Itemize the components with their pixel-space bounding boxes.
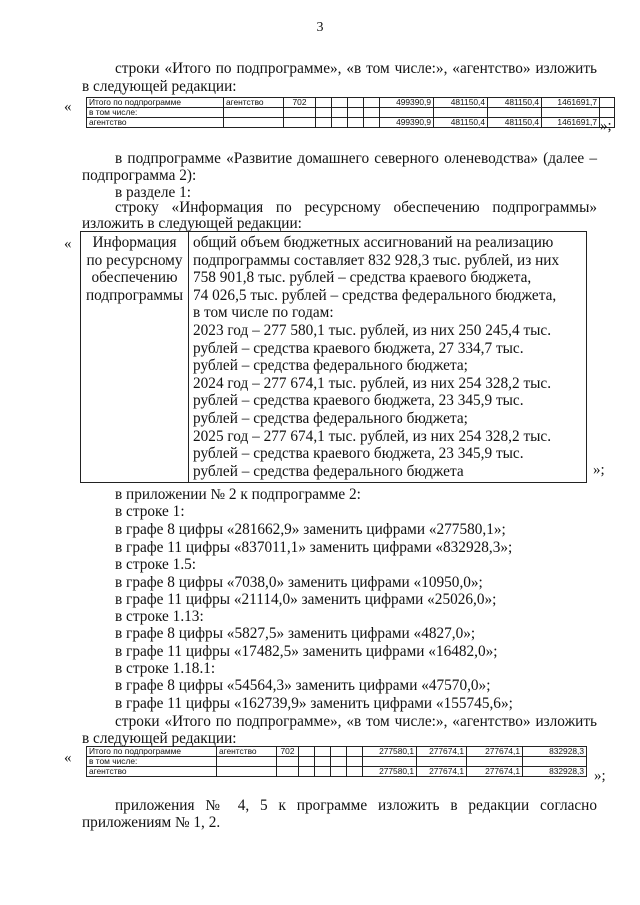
info-text-line: рублей – средства федерального бюджета; bbox=[193, 409, 468, 427]
table-cell: 499390,9 bbox=[380, 98, 434, 108]
table-row bbox=[87, 98, 615, 108]
info-label-line: обеспечению bbox=[91, 269, 178, 287]
info-text-line: рублей – средства федерального бюджета; bbox=[193, 357, 468, 375]
change-line: в графе 11 цифры «17482,5» заменить цифрами «16482,0»; bbox=[115, 643, 498, 660]
close-quote-table-1: »; bbox=[600, 118, 612, 134]
table-cell: 1461691,7 bbox=[542, 98, 600, 108]
info-label-line: Информация bbox=[92, 234, 177, 251]
table-cell: 277674,1 bbox=[417, 747, 467, 757]
change-line: в графе 8 цифры «54564,3» заменить цифрами «47570,0»; bbox=[115, 677, 491, 694]
table-row bbox=[87, 118, 615, 128]
table-cell: Итого по подпрограмме bbox=[87, 747, 217, 757]
row-instruction-line-1: строку «Информация по ресурсному обеспечению подпрограммы» bbox=[115, 199, 597, 216]
table-row bbox=[87, 757, 587, 767]
table-cell: Итого по подпрограмме bbox=[87, 98, 224, 108]
change-line: в строке 1.5: bbox=[115, 556, 197, 573]
open-quote-table-2: « bbox=[64, 750, 72, 766]
table-cell: 277580,1 bbox=[363, 747, 417, 757]
info-label-line: подпрограммы bbox=[85, 286, 183, 304]
info-text-line: рублей – средства краевого бюджета, 27 334,7 тыс. bbox=[193, 339, 524, 357]
info-text-line: общий объем бюджетных ассигнований на реализацию bbox=[193, 234, 554, 251]
change-line: в приложении № 2 к подпрограмме 2: bbox=[115, 486, 361, 503]
info-text-line: 2023 год – 277 580,1 тыс. рублей, из них 250 245,4 тыс. bbox=[193, 321, 552, 339]
close-quote-table-2: »; bbox=[594, 768, 606, 784]
intro-1-line-2: в следующей редакции: bbox=[82, 78, 237, 95]
intro-1-line-1: строки «Итого по подпрограмме», «в том числе:», «агентство» изложить bbox=[115, 60, 597, 77]
info-text-line: 2025 год – 277 674,1 тыс. рублей, из них 254 328,2 тыс. bbox=[193, 427, 552, 445]
info-text-line: рублей – средства краевого бюджета, 23 345,9 тыс. bbox=[193, 392, 524, 410]
intro-2-line-1: строки «Итого по подпрограмме», «в том числе:», «агентство» изложить bbox=[115, 713, 597, 730]
info-text-line: рублей – средства краевого бюджета, 23 345,9 тыс. bbox=[193, 445, 524, 463]
intro-2-line-2: в следующей редакции: bbox=[82, 730, 237, 747]
table-cell: в том числе: bbox=[87, 108, 224, 118]
table-row bbox=[81, 232, 587, 483]
info-text-line: 758 901,8 тыс. рублей – средства краевого бюджета, bbox=[193, 269, 532, 287]
open-quote-table-1: « bbox=[64, 99, 72, 115]
table-cell: 277580,1 bbox=[363, 767, 417, 777]
table-cell: 481150,4 bbox=[434, 118, 488, 128]
table-cell: агентство bbox=[87, 118, 224, 128]
change-line: в графе 8 цифры «5827,5» заменить цифрами «4827,0»; bbox=[115, 625, 476, 642]
table-cell: 702 bbox=[284, 98, 316, 108]
change-line: в графе 11 цифры «837011,1» заменить цифрами «832928,3»; bbox=[115, 539, 513, 556]
subprogram-2-line-1: в подпрограмме «Развитие домашнего северного оленеводства» (далее – bbox=[115, 150, 597, 167]
change-line: в графе 8 цифры «7038,0» заменить цифрами «10950,0»; bbox=[115, 574, 483, 591]
close-quote-info: »; bbox=[593, 462, 605, 478]
budget-table-1 bbox=[86, 97, 615, 128]
row-instruction-line-2: изложить в следующей редакции: bbox=[82, 215, 302, 232]
table-row bbox=[87, 747, 587, 757]
info-label-line: по ресурсному bbox=[86, 251, 183, 269]
table-cell: 481150,4 bbox=[488, 118, 542, 128]
final-line-1: приложения № 4, 5 к программе изложить в редакции согласно bbox=[115, 797, 597, 814]
change-line: в строке 1: bbox=[115, 503, 185, 520]
table-cell: 277674,1 bbox=[467, 747, 523, 757]
change-line: в графе 11 цифры «162739,9» заменить цифрами «155745,6»; bbox=[115, 695, 513, 712]
table-cell: 499390,9 bbox=[380, 118, 434, 128]
table-cell: 481150,4 bbox=[488, 98, 542, 108]
table-cell: 277674,1 bbox=[467, 767, 523, 777]
section-1-heading: в разделе 1: bbox=[115, 184, 191, 201]
table-cell: 481150,4 bbox=[434, 98, 488, 108]
info-label-cell bbox=[81, 232, 189, 483]
table-cell: в том числе: bbox=[87, 757, 217, 767]
info-text-line: 2024 год – 277 674,1 тыс. рублей, из них 254 328,2 тыс. bbox=[193, 374, 552, 392]
subprogram-2-line-2: подпрограмма 2): bbox=[82, 167, 197, 184]
info-text-line: рублей – средства федерального бюджета bbox=[193, 462, 464, 480]
open-quote-info: « bbox=[64, 236, 72, 252]
change-line: в графе 11 цифры «21114,0» заменить цифрами «25026,0»; bbox=[115, 591, 497, 608]
final-line-2: приложениям № 1, 2. bbox=[82, 814, 221, 831]
table-cell: агентство bbox=[224, 98, 284, 108]
table-cell: 702 bbox=[277, 747, 299, 757]
info-text-line: 74 026,5 тыс. рублей – средства федерального бюджета, bbox=[193, 286, 557, 304]
info-text-line: подпрограммы составляет 832 928,3 тыс. рублей, из них bbox=[193, 251, 560, 269]
table-cell: 832928,3 bbox=[523, 747, 587, 757]
resource-info-table bbox=[80, 231, 587, 483]
budget-table-2 bbox=[86, 746, 587, 777]
table-cell: 832928,3 bbox=[523, 767, 587, 777]
change-line: в строке 1.13: bbox=[115, 608, 204, 625]
page-number: 3 bbox=[316, 20, 324, 35]
change-line: в строке 1.18.1: bbox=[115, 660, 216, 677]
table-cell: 277674,1 bbox=[417, 767, 467, 777]
table-cell: агентство bbox=[217, 747, 277, 757]
info-text-cell bbox=[189, 232, 587, 483]
change-line: в графе 8 цифры «281662,9» заменить цифрами «277580,1»; bbox=[115, 521, 506, 538]
table-cell: агентство bbox=[87, 767, 217, 777]
table-row bbox=[87, 108, 615, 118]
table-cell: 1461691,7 bbox=[542, 118, 600, 128]
table-row bbox=[87, 767, 587, 777]
info-text-line: в том числе по годам: bbox=[193, 304, 334, 322]
